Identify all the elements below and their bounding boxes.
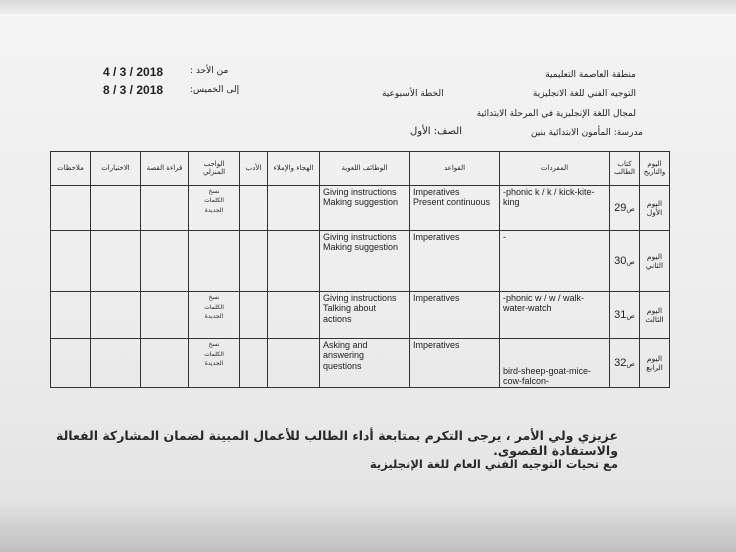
school-name: مدرسة: المأمون الابتدائية بنين bbox=[530, 128, 643, 138]
page-cell bbox=[610, 338, 640, 387]
to-date: 8 / 3 / 2018 bbox=[103, 83, 164, 97]
vocab-cell: -phonic k / k / kick-kite-king bbox=[500, 185, 610, 230]
tests-cell bbox=[91, 338, 141, 387]
page-prefix: ص bbox=[626, 205, 635, 213]
zone-name: منطقة العاصمة التعليمية bbox=[545, 70, 636, 80]
extra-cell bbox=[240, 230, 268, 291]
extra-cell bbox=[240, 291, 268, 338]
reading-cell bbox=[141, 185, 189, 230]
closing-note: مع تحيات التوجيه الفني العام للغة الإنجليزية bbox=[369, 457, 618, 471]
grammar-cell: Imperatives bbox=[410, 291, 500, 338]
parent-note: عزيزي ولي الأمر ، يرجى التكرم بمتابعة أداء الطالب للأعمال المبينة لضمان المشاركة الفعالة والاستفادة القصوى. bbox=[56, 428, 618, 458]
page-prefix: ص bbox=[626, 360, 635, 368]
page-cell bbox=[610, 291, 640, 338]
tests-cell bbox=[91, 291, 141, 338]
homework-cell: نسخ الكلمات الجديدة bbox=[189, 291, 240, 338]
col-spelling: الهجاء والإملاء bbox=[268, 152, 320, 186]
spelling-cell bbox=[268, 338, 320, 387]
spelling-cell bbox=[268, 230, 320, 291]
functions-cell: Giving instructions Making suggestion bbox=[320, 185, 410, 230]
table-row bbox=[51, 185, 670, 230]
from-date: 4 / 3 / 2018 bbox=[103, 65, 164, 79]
weekly-plan-table bbox=[50, 151, 670, 388]
spelling-cell bbox=[268, 291, 320, 338]
col-day: اليوم والتاريخ bbox=[640, 152, 670, 186]
col-grammar: القواعد bbox=[410, 152, 500, 186]
from-label: من الأحد : bbox=[190, 66, 229, 76]
reading-cell bbox=[141, 230, 189, 291]
notes-cell bbox=[51, 185, 91, 230]
day-cell: اليوم الثالث bbox=[640, 291, 670, 338]
plan-title: الخطة الأسبوعية bbox=[382, 89, 444, 99]
vocab-cell: -phonic w / w / walk-water-watch bbox=[500, 291, 610, 338]
functions-cell: Giving instructions Making suggestion bbox=[320, 230, 410, 291]
committee-name: لمجال اللغة الإنجليزية في المرحلة الابتدائية bbox=[476, 109, 636, 119]
col-functions: الوظائف اللغوية bbox=[320, 152, 410, 186]
page-number: 32 bbox=[614, 356, 627, 369]
extra-cell bbox=[240, 338, 268, 387]
page-number: 29 bbox=[614, 201, 627, 214]
grade-label: الصف: الأول bbox=[410, 126, 462, 137]
col-extra: الأدب bbox=[240, 152, 268, 186]
day-cell: اليوم الأول bbox=[640, 185, 670, 230]
notes-cell bbox=[51, 230, 91, 291]
table-row bbox=[51, 291, 670, 338]
tests-cell bbox=[91, 230, 141, 291]
page-number: 30 bbox=[614, 254, 627, 267]
vocab-cell: - bbox=[500, 230, 610, 291]
day-cell: اليوم الثاني bbox=[640, 230, 670, 291]
col-notes: ملاحظات bbox=[51, 152, 91, 186]
homework-cell: نسخ الكلمات الجديدة bbox=[189, 185, 240, 230]
notes-cell bbox=[51, 338, 91, 387]
spelling-cell bbox=[268, 185, 320, 230]
page-prefix: ص bbox=[626, 312, 635, 320]
table-row bbox=[51, 338, 670, 387]
page-cell bbox=[610, 185, 640, 230]
page-cell bbox=[610, 230, 640, 291]
department-name: التوجيه الفني للغة الانجليزية bbox=[532, 89, 636, 99]
reading-cell bbox=[141, 338, 189, 387]
homework-cell bbox=[189, 230, 240, 291]
col-vocab: المفردات bbox=[500, 152, 610, 186]
day-cell: اليوم الرابع bbox=[640, 338, 670, 387]
reading-cell bbox=[141, 291, 189, 338]
to-label: إلى الخميس: bbox=[190, 85, 240, 95]
grammar-cell: Imperatives Present continuous bbox=[410, 185, 500, 230]
col-reading: قراءة القصة bbox=[141, 152, 189, 186]
table-row bbox=[51, 230, 670, 291]
page-number: 31 bbox=[614, 308, 627, 321]
functions-cell: Giving instructions Talking about actions bbox=[320, 291, 410, 338]
col-homework: الواجب المنزلي bbox=[189, 152, 240, 186]
functions-cell: Asking and answering questions bbox=[320, 338, 410, 387]
col-tests: الاختبارات bbox=[91, 152, 141, 186]
homework-cell: نسخ الكلمات الجديدة bbox=[189, 338, 240, 387]
paper-shadow bbox=[0, 498, 736, 552]
vocab-cell: bird-sheep-goat-mice-cow-falcon- bbox=[500, 338, 610, 387]
page-prefix: ص bbox=[626, 258, 635, 266]
col-page: كتاب الطالب bbox=[610, 152, 640, 186]
grammar-cell: Imperatives bbox=[410, 338, 500, 387]
tests-cell bbox=[91, 185, 141, 230]
table-header-row bbox=[51, 152, 670, 186]
extra-cell bbox=[240, 185, 268, 230]
grammar-cell: Imperatives bbox=[410, 230, 500, 291]
paper-top-edge bbox=[0, 0, 736, 14]
notes-cell bbox=[51, 291, 91, 338]
